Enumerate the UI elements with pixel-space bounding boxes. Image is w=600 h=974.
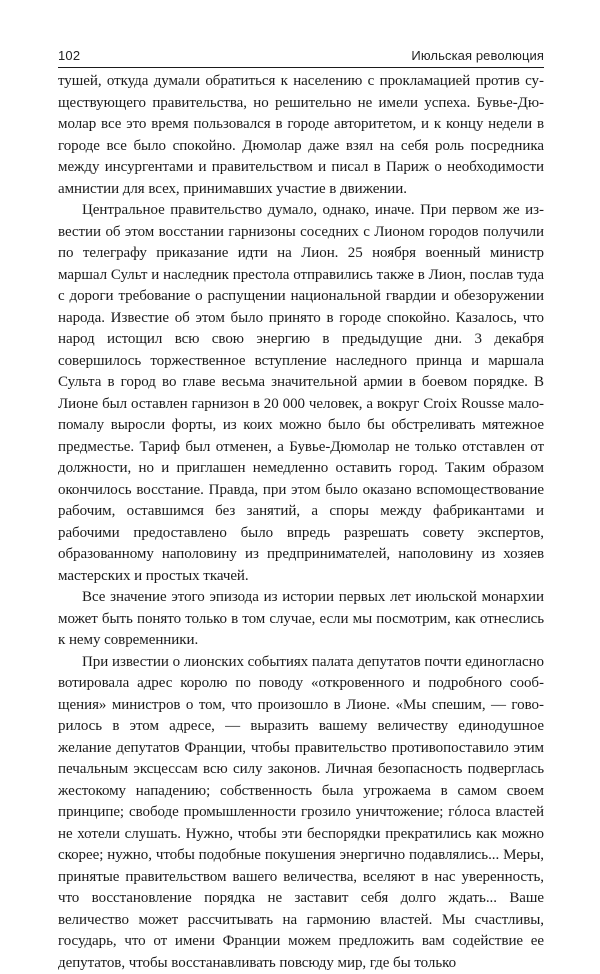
running-title: Июльская революция <box>411 48 544 63</box>
book-page <box>58 48 544 974</box>
paragraph-2: Центральное правительство думало, однако, иначе. При первом же известии об этом восстании гарнизоны соседних с Лионом городов получили по телеграфу приказание идти на Лион. 25 ноября военный министр маршал Сульт и наследник престола отправились также в Лион, послав туда с дороги требование о распущении национальной гвардии и обезоружении народа. Известие об этом было принято в городе спокойно. Казалось, что народ истощил всю свою энергию в предыдущие дни. 3 декабря совершилось торжественное вступление наследного принца и маршала Сульта в город во главе весьма значительной армии в боевом порядке. В Лионе был оставлен гарнизон в 20 000 человек, а вокруг Croix Rousse мало-помалу выросли форты, из коих можно было бы обстреливать мятежное предместье. Тариф был отменен, а Бувье-Дюмолар не только отставлен от должности, но и приглашен немедленно оставить город. Таким образом окончилось восстание. Правда, при этом было оказано вспомоществование рабочим, оставшимся без занятий, а споры между фабрикантами и рабочими предоставлено было впредь разрешать совету экспертов, образованному наполовину из предпринимателей, наполовину из хозяев мастерских и простых ткачей. <box>58 200 544 587</box>
body-text <box>58 71 544 974</box>
paragraph-1: тушей, откуда думали обратиться к населению с прокламацией против существующего правительства, но решительно не имели успеха. Бувье-Дюмолар все это время пользовался в городе авторитетом, и к концу недели в городе все было спокойно. Дюмолар даже взял на себя роль посредника между инсургентами и правительством и писал в Париж о необходимости амнистии для всех, принимавших участие в движении. <box>58 71 544 200</box>
page-number: 102 <box>58 48 80 63</box>
paragraph-3: Все значение этого эпизода из истории первых лет июльской монархии может быть понято только в том случае, если мы посмотрим, как отнеслись к нему современники. <box>58 587 544 652</box>
paragraph-4: При известии о лионских событиях палата депутатов почти единогласно вотировала адрес королю по поводу «откровенного и подробного сообщения» министров о том, что произошло в Лионе. «Мы спешим, — говорилось в этом адресе, — выразить вашему величеству единодушное желание депутатов Франции, чтобы правительство противопоставило этим печальным эксцессам всю силу законов. Личная безопасность подверглась жестокому нападению; собственность была угрожаема в самом своем принципе; свободе промышленности грозило уничтожение; гóлоса властей не хотели слушать. Нужно, чтобы эти беспорядки прекратились как можно скорее; нужно, чтобы подобные покушения энергично подавлялись... Меры, принятые правительством вашего величества, вселяют в нас уверенность, что восстановление порядка не заставит себя долго ждать... Ваше величество может рассчитывать на гармонию властей. Мы счастливы, государь, что от имени Франции можем предложить вам содействие ее депутатов, чтобы восстанавливать повсюду мир, где бы только <box>58 652 544 974</box>
running-header <box>58 48 544 68</box>
